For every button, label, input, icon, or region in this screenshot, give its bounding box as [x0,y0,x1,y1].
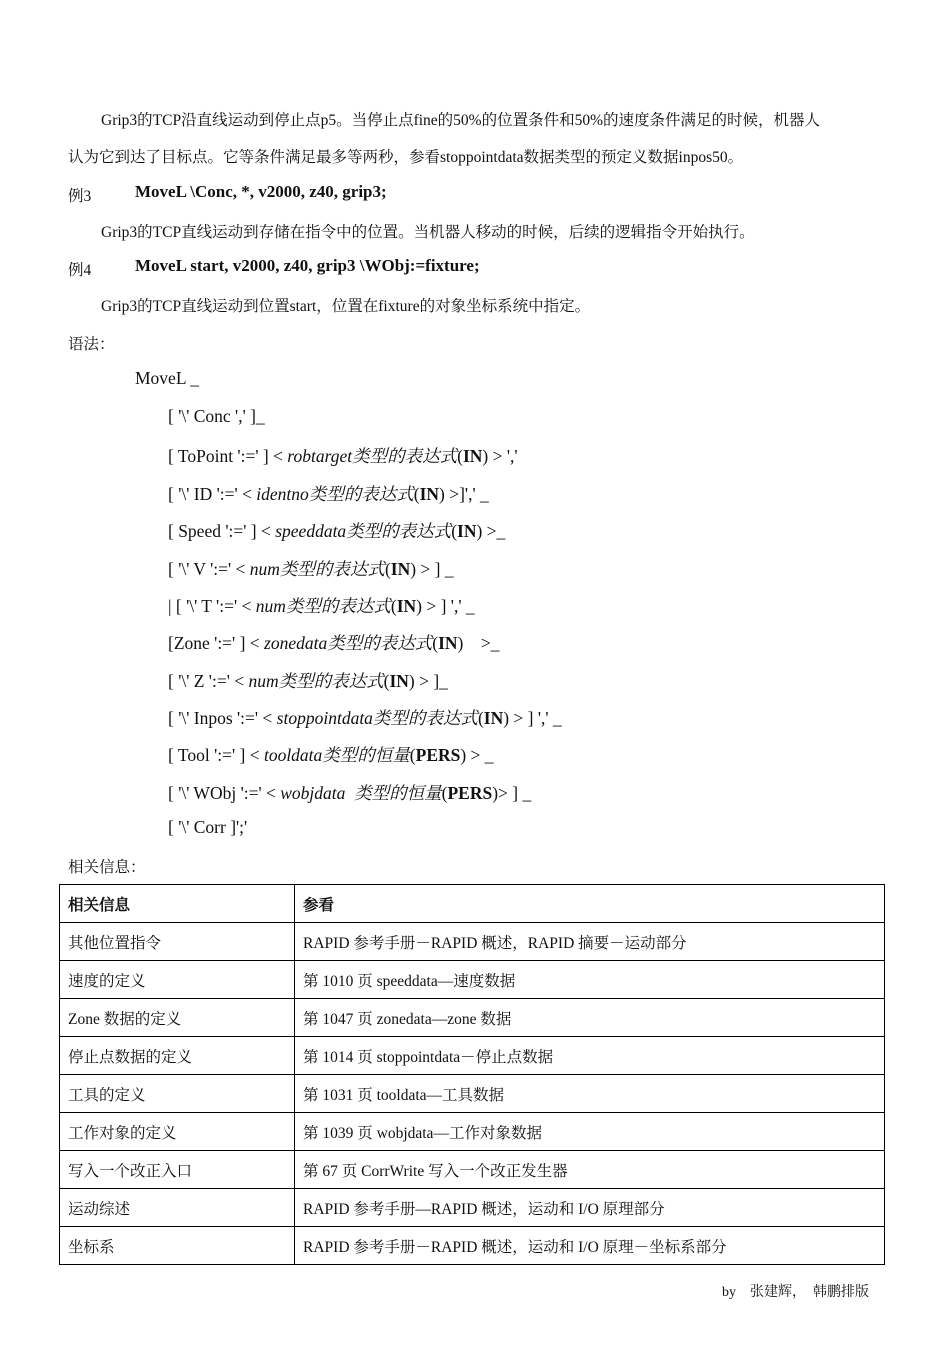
example-3-label: 例3 [68,188,92,205]
related-info-label: 相关信息： [68,859,146,876]
table-row [60,1189,885,1227]
syntax-line: [ '\' Z ':=' < num类型的表达式(IN) > ]_ [168,671,448,691]
related-info-table [59,884,885,1265]
table-row [60,1075,885,1113]
table-cell: 工具的定义 [60,1075,295,1113]
syntax-line: [ '\' WObj ':=' < wobjdata 类型的恒量(PERS)> ] _ [168,783,532,803]
syntax-line: [ '\' Conc ',' ]_ [168,406,265,426]
example-4-label: 例4 [68,262,92,279]
table-cell: 运动综述 [60,1189,295,1227]
table-cell: 写入一个改正入口 [60,1151,295,1189]
syntax-line: [ '\' Inpos ':=' < stoppointdata类型的表达式(IN) > ] ',' _ [168,708,562,728]
syntax-line: [ ToPoint ':=' ] < robtarget类型的表达式(IN) > ',' [168,446,518,466]
table-row [60,1227,885,1265]
table-header-row [60,885,885,923]
syntax-line: MoveL _ [135,368,199,388]
syntax-line: [ Tool ':=' ] < tooldata类型的恒量(PERS) > _ [168,745,494,765]
table-cell: 速度的定义 [60,961,295,999]
table-row [60,1151,885,1189]
table-cell: 第 1014 页 stoppointdata－停止点数据 [295,1037,885,1075]
syntax-line: [ '\' Corr ]';' [168,817,248,837]
table-header-cell: 参看 [295,885,885,923]
syntax-line: [ Speed ':=' ] < speeddata类型的表达式(IN) >_ [168,521,506,541]
example-3-code: MoveL \Conc, *, v2000, z40, grip3; [135,182,387,201]
example-3-description: Grip3的TCP直线运动到存储在指令中的位置。当机器人移动的时候，后续的逻辑指令开始执行。 [101,224,755,241]
table-cell: 第 1010 页 speeddata—速度数据 [295,961,885,999]
table-row [60,923,885,961]
table-cell: 第 1039 页 wobjdata—工作对象数据 [295,1113,885,1151]
table-row [60,961,885,999]
paragraph-line: 认为它到达了目标点。它等条件满足最多等两秒，参看stoppointdata数据类型的预定义数据inpos50。 [68,149,744,166]
table-cell: RAPID 参考手册—RAPID 概述，运动和 I/O 原理部分 [295,1189,885,1227]
syntax-line: [Zone ':=' ] < zonedata类型的表达式(IN) >_ [168,633,500,653]
example-4-description: Grip3的TCP直线运动到位置start，位置在fixture的对象坐标系统中指定。 [101,298,591,315]
table-cell: 坐标系 [60,1227,295,1265]
table-row [60,1113,885,1151]
table-cell: Zone 数据的定义 [60,999,295,1037]
table-cell: RAPID 参考手册－RAPID 概述，运动和 I/O 原理－坐标系部分 [295,1227,885,1265]
table-row [60,1037,885,1075]
table-row [60,999,885,1037]
table-cell: 第 1031 页 tooldata—工具数据 [295,1075,885,1113]
table-header-cell: 相关信息 [60,885,295,923]
syntax-line: [ '\' V ':=' < num类型的表达式(IN) > ] _ [168,559,454,579]
paragraph-line: Grip3的TCP沿直线运动到停止点p5。当停止点fine的50%的位置条件和50%的速度条件满足的时候，机器人 [101,112,821,129]
syntax-label: 语法： [68,336,115,353]
table-cell: 工作对象的定义 [60,1113,295,1151]
syntax-line: [ '\' ID ':=' < identno类型的表达式(IN) >]',' _ [168,484,489,504]
table-cell: 第 1047 页 zonedata—zone 数据 [295,999,885,1037]
example-4-code: MoveL start, v2000, z40, grip3 \WObj:=fixture; [135,256,480,275]
syntax-line: | [ '\' T ':=' < num类型的表达式(IN) > ] ',' _ [168,596,475,616]
table-cell: 停止点数据的定义 [60,1037,295,1075]
table-cell: 第 67 页 CorrWrite 写入一个改正发生器 [295,1151,885,1189]
table-cell: RAPID 参考手册－RAPID 概述，RAPID 摘要－运动部分 [295,923,885,961]
footer-credit: by 张建辉， 韩鹏排版 [722,1285,869,1300]
table-cell: 其他位置指令 [60,923,295,961]
